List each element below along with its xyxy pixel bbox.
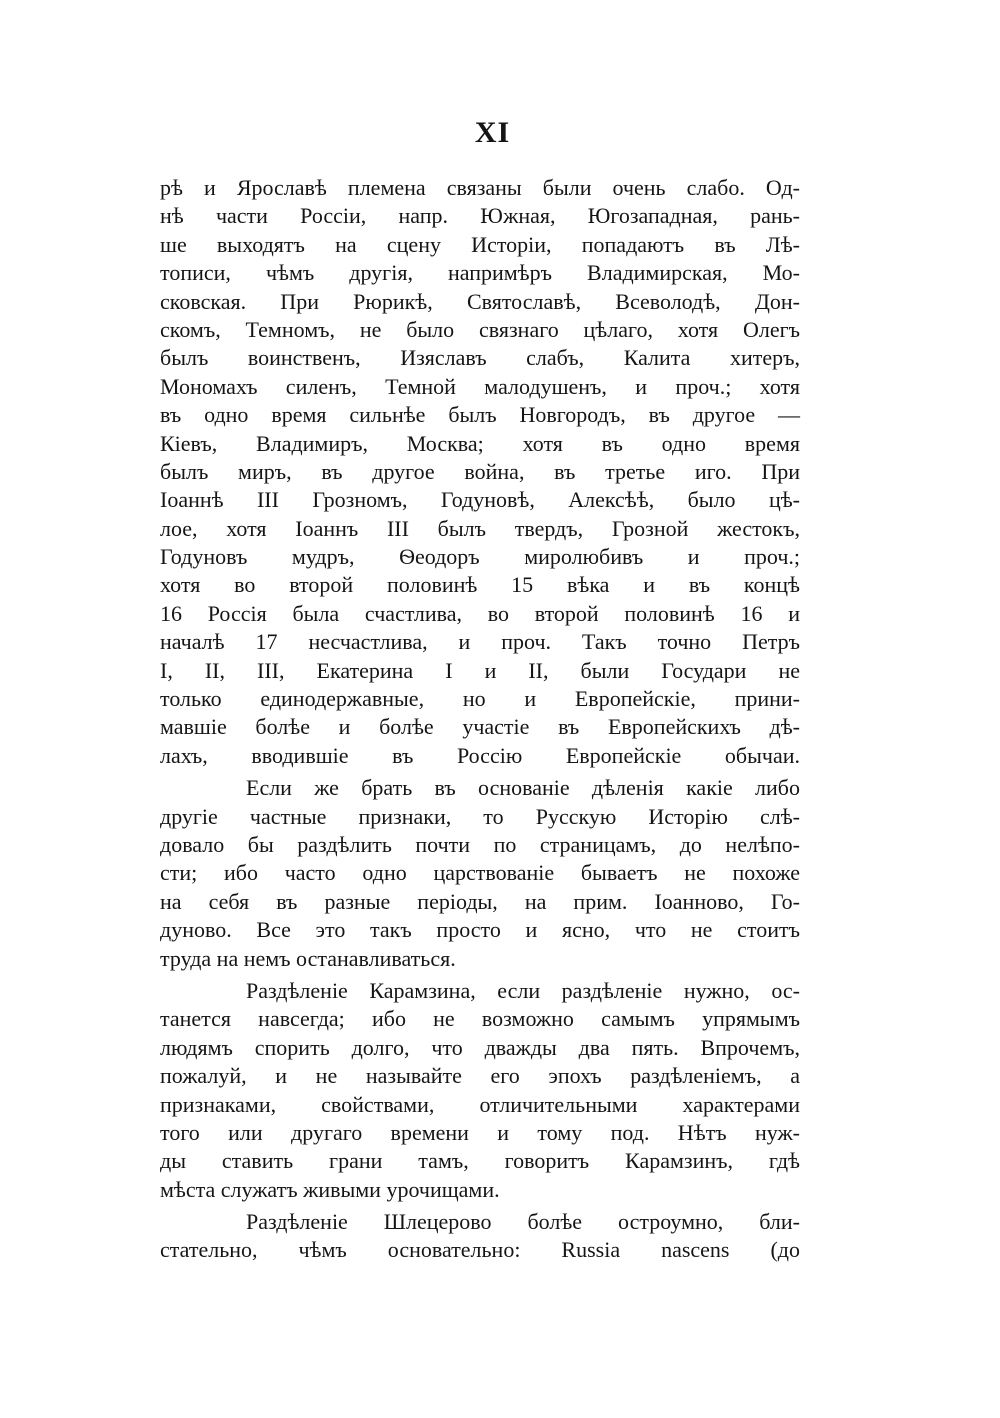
text-line: I, II, III, Екатерина I и II, были Государи не bbox=[160, 657, 800, 683]
text-line: на себя въ разные періоды, на прим. Іоанново, Го- bbox=[160, 888, 800, 914]
text-line: рѣ и Ярославѣ племена связаны были очень слабо. Од- bbox=[160, 175, 800, 200]
text-line: пожалуй, и не называйте его эпохъ раздѣленіемъ, а bbox=[160, 1063, 800, 1089]
text-line: довало бы раздѣлить почти по страницамъ, до нелѣпо- bbox=[160, 831, 800, 857]
text-line: признаками, свойствами, отличительными характерами bbox=[160, 1091, 800, 1117]
text-line: лое, хотя Іоаннъ III былъ твердъ, Грозной жестокъ, bbox=[160, 515, 800, 541]
paragraph bbox=[160, 774, 800, 973]
paragraph bbox=[160, 977, 800, 1204]
text-line: тописи, чѣмъ другія, напримѣръ Владимирская, Мо- bbox=[160, 260, 800, 286]
text-line: нѣ части Россіи, напр. Южная, Югозападная, рань- bbox=[160, 203, 800, 229]
text-line: скомъ, Темномъ, не было связнаго цѣлаго, хотя Олегъ bbox=[160, 316, 800, 342]
text-line: труда на немъ останавливаться. bbox=[160, 945, 456, 971]
text-line: ше выходятъ на сцену Исторіи, попадаютъ въ Лѣ- bbox=[160, 231, 800, 257]
text-line: началѣ 17 несчастлива, и проч. Такъ точно Петръ bbox=[160, 629, 800, 655]
text-line: Годуновъ мудръ, Ѳеодоръ миролюбивъ и проч.; bbox=[160, 544, 800, 570]
text-line: стательно, чѣмъ основательно: Russia nascens (до bbox=[160, 1237, 800, 1263]
text-line: того или другаго времени и тому под. Нѣтъ нуж- bbox=[160, 1119, 800, 1145]
text-line: Кіевъ, Владимиръ, Москва; хотя въ одно время bbox=[160, 430, 800, 456]
text-line: Раздѣленіе Карамзина, если раздѣленіе нужно, ос- bbox=[246, 977, 800, 1003]
text-line: мѣста служатъ живыми урочищами. bbox=[160, 1176, 500, 1202]
text-line: сти; ибо часто одно царствованіе бываетъ не похоже bbox=[160, 860, 800, 886]
text-line: Мономахъ силенъ, Темной малодушенъ, и проч.; хотя bbox=[160, 373, 800, 399]
text-line: былъ миръ, въ другое война, въ третье иго. При bbox=[160, 458, 800, 484]
text-line: Если же брать въ основаніе дѣленія какіе либо bbox=[246, 775, 800, 801]
paragraph bbox=[160, 1208, 800, 1265]
text-line: людямъ спорить долго, что дважды два пять. Впрочемъ, bbox=[160, 1034, 800, 1060]
text-line: сковская. При Рюрикѣ, Святославѣ, Всеволодѣ, Дон- bbox=[160, 288, 800, 314]
text-line: лахъ, вводившіе въ Россію Европейскіе обычаи. bbox=[160, 742, 800, 768]
body-text bbox=[160, 174, 800, 1265]
text-line: Раздѣленіе Шлецерово болѣе остроумно, бли- bbox=[246, 1209, 800, 1235]
text-line: 16 Россія была счастлива, во второй половинѣ 16 и bbox=[160, 600, 800, 626]
paragraph bbox=[160, 174, 800, 770]
text-line: хотя во второй половинѣ 15 вѣка и въ концѣ bbox=[160, 572, 800, 598]
text-line: былъ воинственъ, Изяславъ слабъ, Калита хитеръ, bbox=[160, 345, 800, 371]
text-line: ды ставить грани тамъ, говоритъ Карамзинъ, гдѣ bbox=[160, 1148, 800, 1174]
text-line: въ одно время сильнѣе былъ Новгородъ, въ другое — bbox=[160, 402, 800, 428]
text-line: танется навсегда; ибо не возможно самымъ упрямымъ bbox=[160, 1006, 800, 1032]
page-number: XI bbox=[474, 116, 511, 149]
text-line: мавшіе болѣе и болѣе участіе въ Европейскихъ дѣ- bbox=[160, 714, 800, 740]
text-line: только единодержавные, но и Европейскіе, прини- bbox=[160, 686, 800, 712]
text-line: другіе частные признаки, то Русскую Исторію слѣ- bbox=[160, 803, 800, 829]
text-line: дуново. Все это такъ просто и ясно, что не стоитъ bbox=[160, 917, 800, 943]
text-line: Іоаннѣ III Грозномъ, Годуновѣ, Алексѣѣ, было цѣ- bbox=[160, 487, 800, 513]
